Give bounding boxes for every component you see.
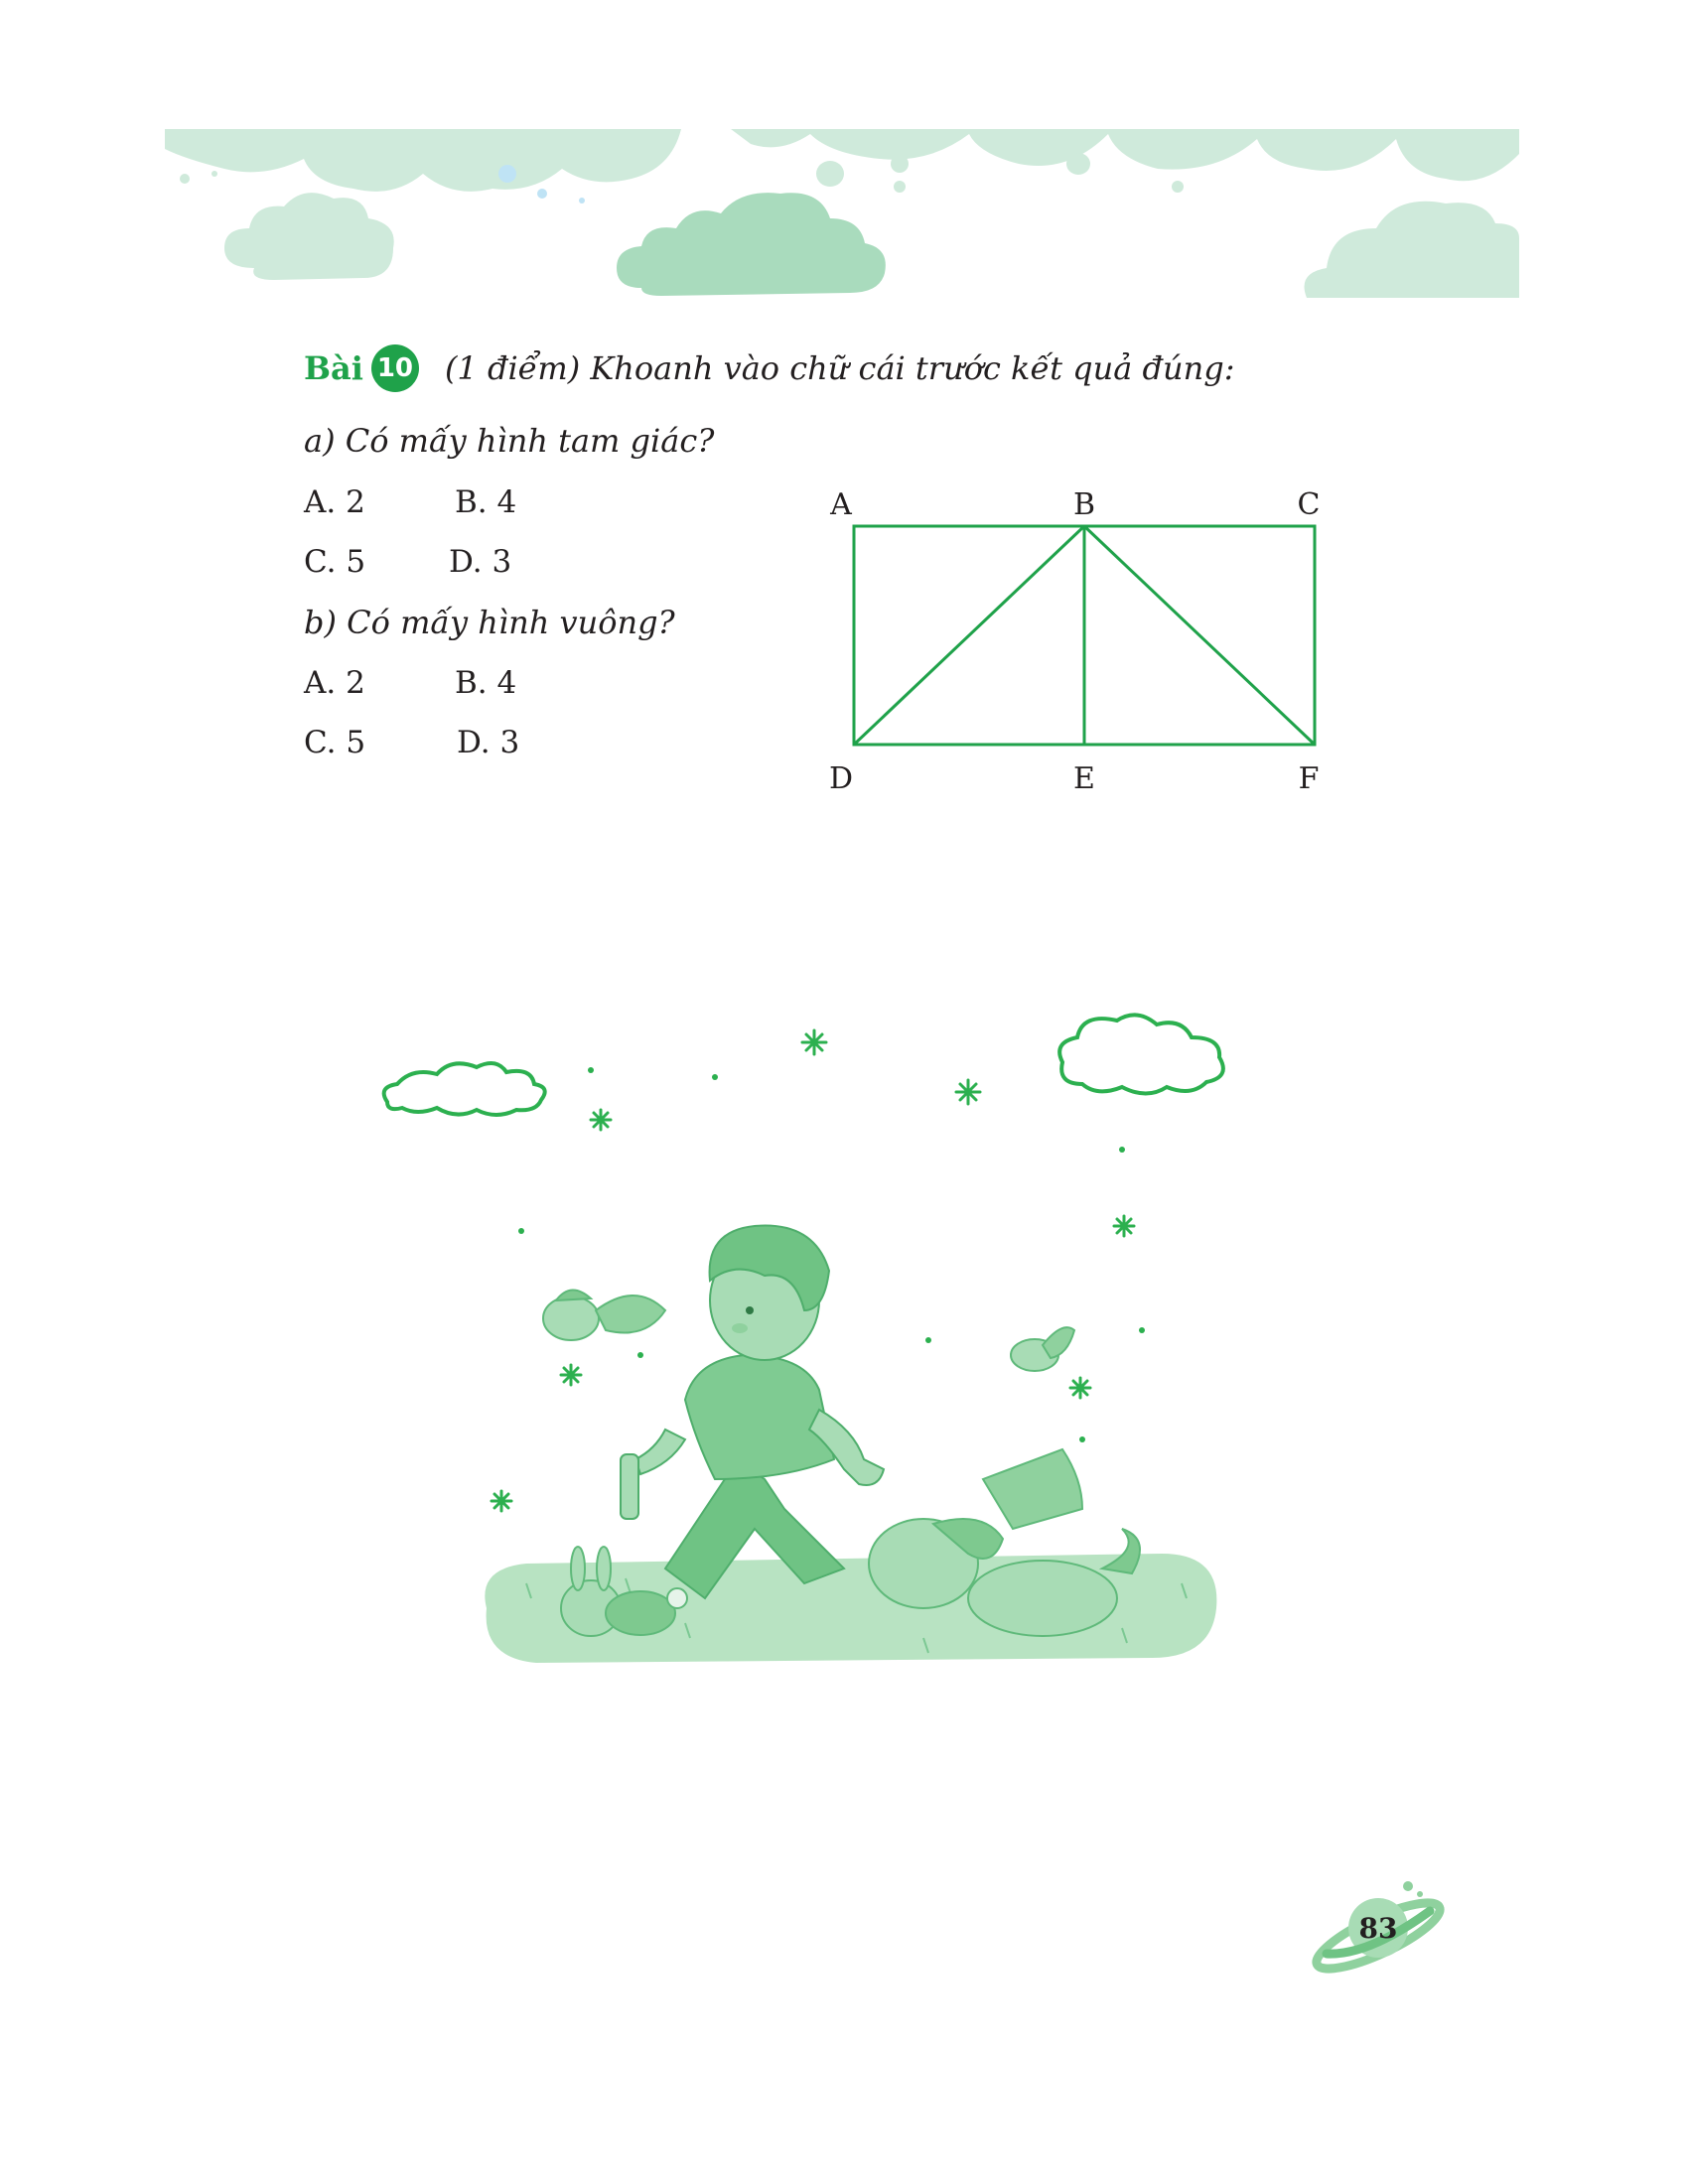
- cloud-banner: [165, 129, 1519, 308]
- vertex-label-a: A: [830, 487, 852, 522]
- segment-bd: [854, 526, 1084, 745]
- vertex-label-d: D: [828, 761, 854, 796]
- question-a-option-d[interactable]: D. 3: [449, 544, 512, 580]
- question-a-option-a[interactable]: A. 2: [304, 484, 365, 520]
- exercise-number-badge: 10: [371, 344, 419, 392]
- vertex-label-b: B: [1072, 487, 1096, 522]
- question-a: a) Có mấy hình tam giác?: [304, 422, 715, 460]
- vertex-label-e: E: [1073, 761, 1095, 796]
- bird-left-icon: [543, 1290, 665, 1340]
- geometry-figure: [814, 475, 1350, 812]
- question-a-option-c[interactable]: C. 5: [304, 544, 366, 580]
- question-b-option-a[interactable]: A. 2: [304, 665, 365, 701]
- exercise-heading: [304, 343, 1234, 393]
- boy-icon: [621, 1226, 884, 1598]
- exercise-label: Bài: [304, 349, 363, 387]
- outline-cloud-right-icon: [1059, 1015, 1223, 1093]
- question-b-option-b[interactable]: B. 4: [455, 665, 517, 701]
- bird-right-icon: [1011, 1327, 1074, 1371]
- question-b: b) Có mấy hình vuông?: [304, 604, 675, 641]
- page-number: 83: [1358, 1912, 1398, 1945]
- vertex-label-f: F: [1298, 761, 1320, 796]
- boy-walking-illustration-icon: [367, 1013, 1301, 1727]
- outline-cloud-left-icon: [384, 1063, 545, 1115]
- exercise-instruction: (1 điểm) Khoanh vào chữ cái trước kết quả đúng:: [444, 349, 1235, 387]
- segment-bf: [1084, 526, 1315, 745]
- page-number-planet-icon: [1309, 1876, 1458, 1985]
- question-b-option-c[interactable]: C. 5: [304, 725, 366, 760]
- question-b-option-d[interactable]: D. 3: [457, 725, 520, 760]
- question-a-option-b[interactable]: B. 4: [455, 484, 517, 520]
- vertex-label-c: C: [1297, 487, 1321, 522]
